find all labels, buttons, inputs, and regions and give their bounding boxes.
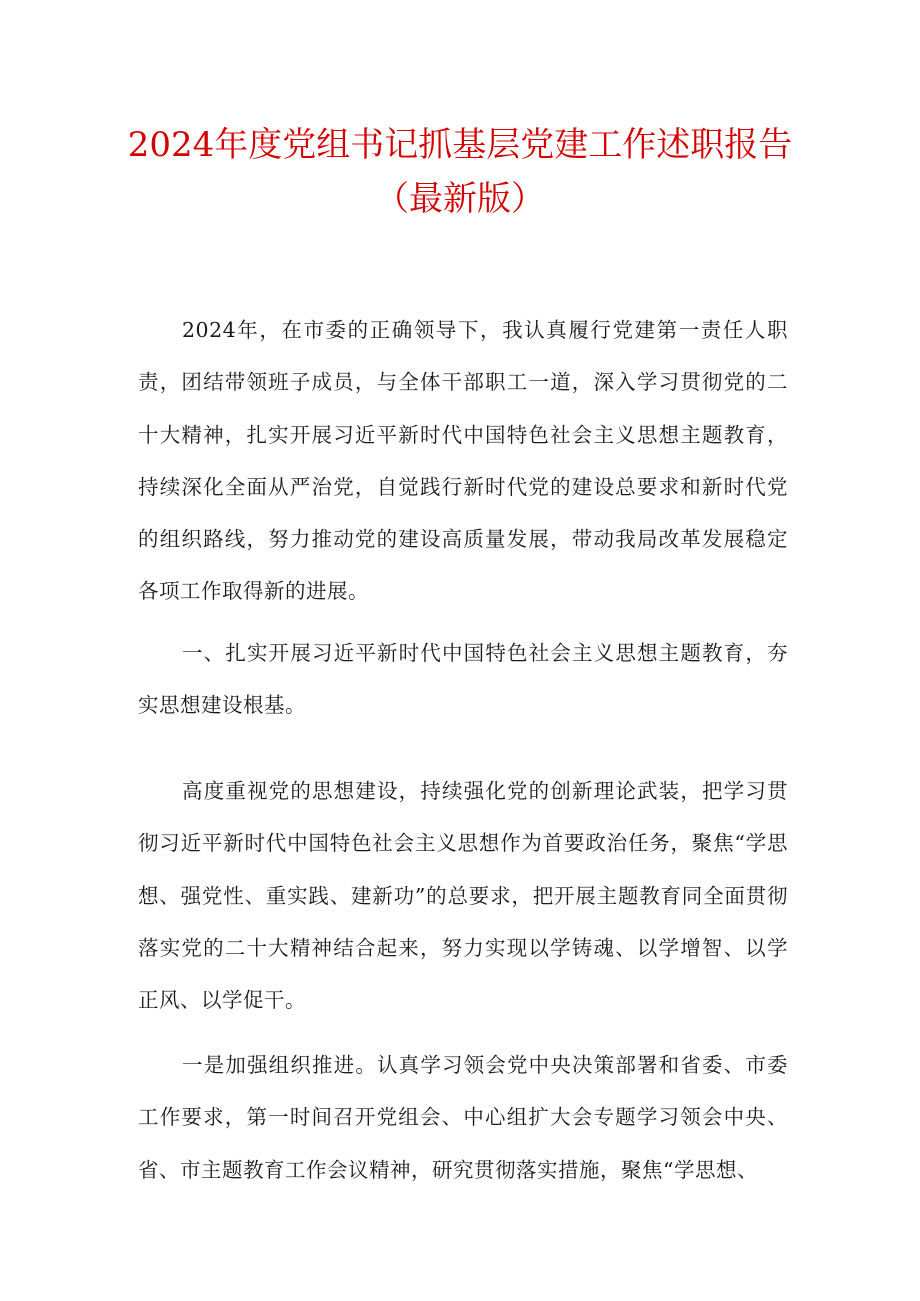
paragraph-intro: 2024年，在市委的正确领导下，我认真履行党建第一责任人职责，团结带领班子成员，与全体干部职工一道，深入学习贯彻党的二十大精神，扎实开展习近平新时代中国特色社会主义思想主题教育，持续深化全面从严治党，自觉践行新时代党的建设总要求和新时代党的组织路线，努力推动党的建设高质量发展，带动我局改革发展稳定各项工作取得新的进展。 — [138, 318, 788, 604]
section-heading-1: 一、扎实开展习近平新时代中国特色社会主义思想主题教育，夯实思想建设根基。 — [138, 641, 788, 718]
paragraph-organization-push: 一是加强组织推进。认真学习领会党中央决策部署和省委、市委工作要求，第一时间召开党组会、中心组扩大会专题学习领会中央、省、市主题教育工作会议精神，研究贯彻落实措施，聚焦“学思想、 — [138, 1053, 788, 1182]
document-title: 2024年度党组书记抓基层党建工作述职报告（最新版） — [127, 125, 793, 219]
paragraph-thought-building: 高度重视党的思想建设，持续强化党的创新理论武装，把学习贯彻习近平新时代中国特色社会主义思想作为首要政治任务，聚焦“学思想、强党性、重实践、建新功”的总要求，把开展主题教育同全面贯彻落实党的二十大精神结合起来，努力实现以学铸魂、以学增智、以学正风、以学促干。 — [138, 779, 788, 1013]
